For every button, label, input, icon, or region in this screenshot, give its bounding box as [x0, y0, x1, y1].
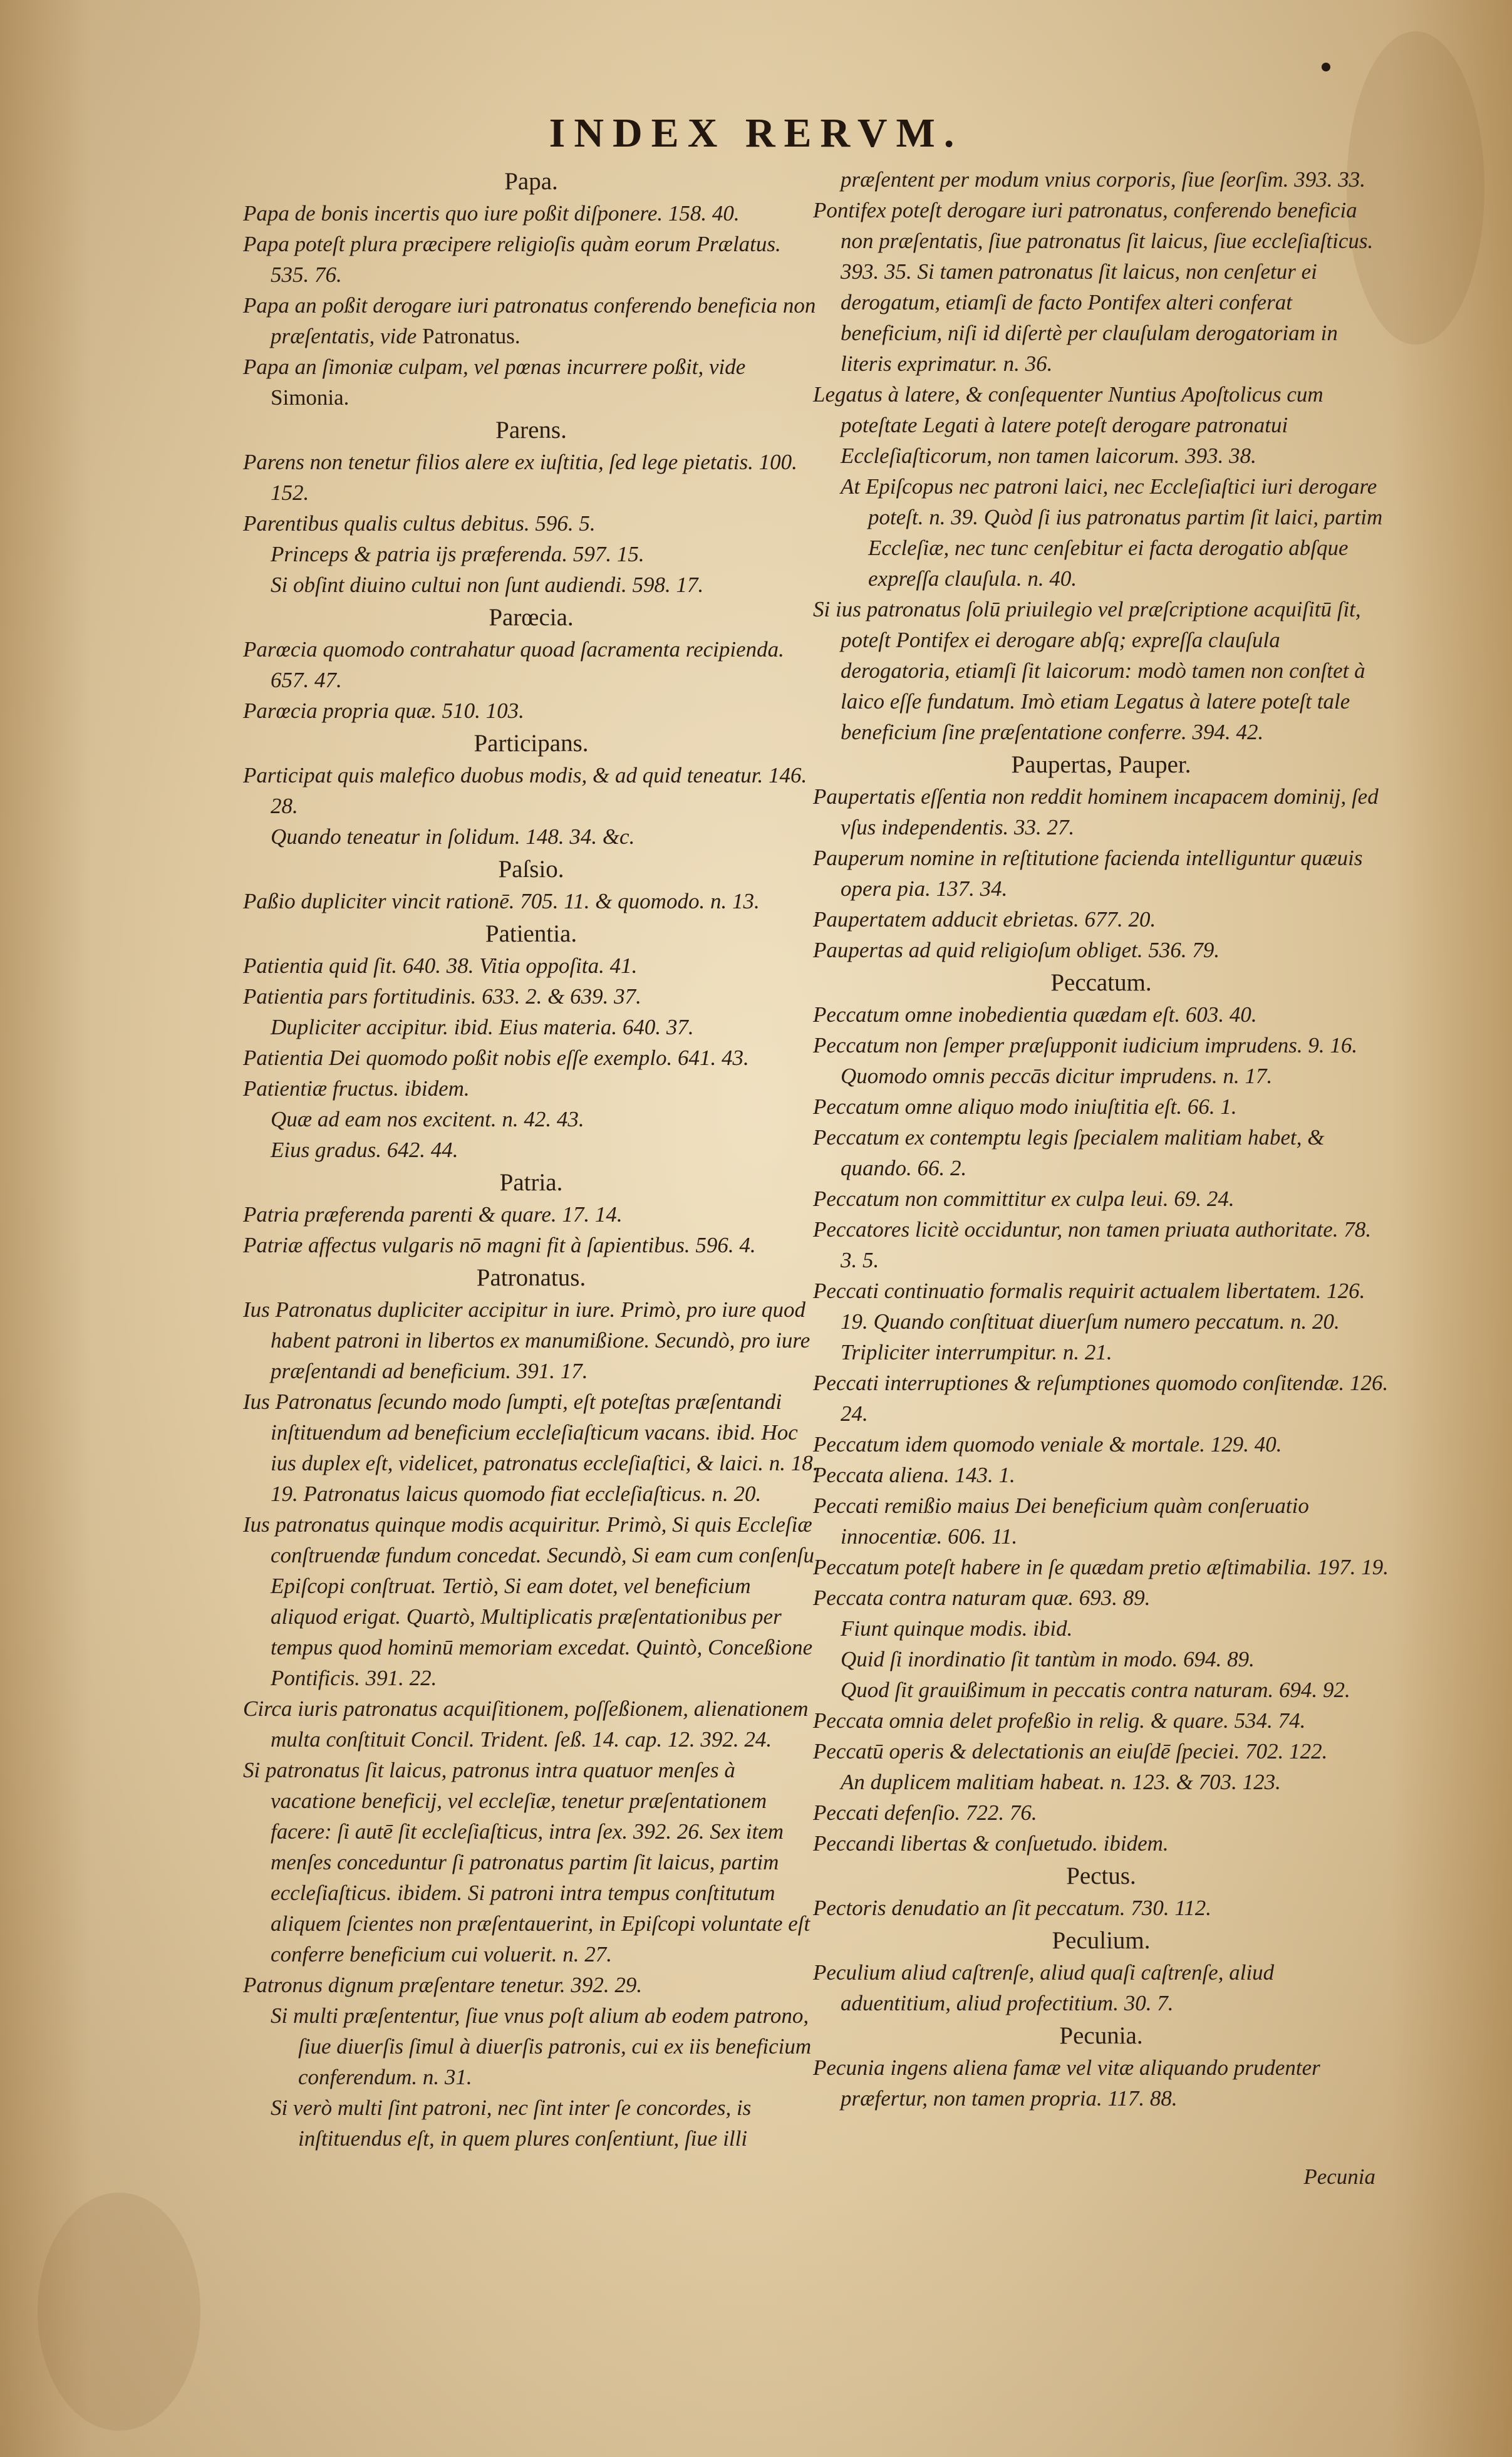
ink-dot	[1322, 63, 1330, 71]
index-entry	[813, 1214, 1389, 1275]
index-entry	[243, 2000, 819, 2092]
index-entry	[813, 1893, 1389, 1923]
index-entry	[243, 950, 819, 981]
section-heading: Peculium.	[1052, 1927, 1151, 1954]
entry-text: Quæ ad eam nos excitent. n. 42. 43.	[271, 1107, 584, 1131]
index-entry	[243, 1693, 819, 1755]
index-entry	[243, 1042, 819, 1073]
index-entry	[813, 594, 1389, 747]
entry-text: Ius Patronatus ſecundo modo ſumpti, eſt poteſtas præſentandi inſtituendum ad beneficium eccleſiaſticum vacans. ibid. Hoc ius duplex eſt, videlicet, patronatus eccleſiaſtici, & laici. n. 18. 19. Patronatus laicus quomodo fiat eccleſiaſticus. n. 20.	[243, 1390, 819, 1506]
index-entry	[243, 1755, 819, 1970]
entry-text: An duplicem malitiam habeat. n. 123. & 703. 123.	[841, 1770, 1281, 1794]
index-entry	[813, 1490, 1389, 1552]
entry-text: Peccatum non committitur ex culpa leui. 69. 24.	[813, 1187, 1235, 1211]
page-header: INDEX RERVM.	[549, 110, 963, 156]
index-entry	[813, 164, 1389, 195]
entry-text: Papa an poßit derogare iuri patronatus conferendo beneficia non præſentatis, vide	[243, 293, 816, 348]
catchword: Pecunia	[1303, 2164, 1375, 2189]
entry-text: Peccatum non ſemper præſupponit iudicium imprudens. 9. 16. Quomodo omnis peccās dicitur imprudens. n. 17.	[813, 1033, 1358, 1088]
index-entry	[243, 821, 819, 852]
index-entry	[813, 1183, 1389, 1214]
entry-text: Paupertatis eſſentia non reddit hominem incapacem dominij, ſed vſus independentis. 33. 27.	[813, 784, 1379, 839]
index-entry	[243, 1199, 819, 1230]
index-entry	[243, 351, 819, 413]
index-entry	[813, 195, 1389, 379]
entry-text: Patronus dignum præſentare tenetur. 392. 29.	[243, 1973, 643, 1997]
index-entry	[243, 508, 819, 539]
index-entry	[243, 1294, 819, 1386]
section-heading: Patronatus.	[476, 1264, 586, 1291]
index-entry	[813, 999, 1389, 1030]
index-entry	[813, 1122, 1389, 1183]
entry-text: Si verò multi ſint patroni, nec ſint inter ſe concordes, is inſtituendus eſt, in quem plures conſentiunt, ſiue illi	[271, 2096, 752, 2151]
index-entry	[243, 886, 819, 917]
entry-text: Patriæ affectus vulgaris nō magni fit à ſapientibus. 596. 4.	[243, 1233, 756, 1257]
entry-text: Peccatum poteſt habere in ſe quædam pretio æſtimabilia. 197. 19.	[813, 1555, 1389, 1579]
index-entry	[243, 981, 819, 1012]
entry-text: Eius gradus. 642. 44.	[271, 1138, 458, 1162]
entry-text: Peccatores licitè occiduntur, non tamen priuata authoritate. 78. 3. 5.	[813, 1217, 1372, 1272]
index-entry	[813, 1460, 1389, 1490]
index-entry	[243, 569, 819, 600]
index-entry	[243, 1135, 819, 1165]
entry-text: Quod ſit grauißimum in peccatis contra naturam. 694. 92.	[841, 1678, 1350, 1702]
entry-text: Patientia Dei quomodo poßit nobis eſſe exemplo. 641. 43.	[243, 1046, 749, 1070]
section-heading: Peccatum.	[1050, 969, 1152, 996]
index-entry	[813, 1767, 1389, 1797]
index-entry	[243, 198, 819, 229]
entry-text: Si multi præſententur, ſiue vnus poſt alium ab eodem patrono, ſiue diuerſis ſimul à diuerſis patronis, cui ex iis beneficium conferendum. n. 31.	[271, 2003, 812, 2089]
entry-text: Peccati remißio maius Dei beneficium quàm conſeruatio innocentiæ. 606. 11.	[813, 1493, 1309, 1549]
index-entry	[813, 2052, 1389, 2114]
entry-text: Peccatum omne aliquo modo iniuſtitia eſt. 66. 1.	[813, 1094, 1237, 1119]
index-entry	[813, 1675, 1389, 1705]
entry-text: Circa iuris patronatus acquiſitionem, poſſeßionem, alienationem multa conſtituit Concil. Trident. ſeß. 14. cap. 12. 392. 24.	[243, 1696, 809, 1752]
entry-text: Pecunia ingens aliena famæ vel vitæ aliquando prudenter præfertur, non tamen propria. 117. 88.	[813, 2055, 1320, 2111]
section-heading: Paſsio.	[498, 856, 564, 883]
entry-text: Papa an ſimoniæ culpam, vel pœnas incurrere poßit, vide	[243, 355, 746, 379]
index-entry	[813, 1828, 1389, 1859]
index-entry	[243, 447, 819, 508]
index-entry	[243, 1012, 819, 1042]
entry-text: Peccata aliena. 143. 1.	[813, 1463, 1015, 1487]
section-heading: Patria.	[499, 1169, 563, 1196]
entry-text: Peccata omnia delet profeßio in relig. & quare. 534. 74.	[813, 1708, 1306, 1733]
index-entry	[813, 1091, 1389, 1122]
index-entry	[813, 781, 1389, 843]
entry-text: Parentibus qualis cultus debitus. 596. 5.	[243, 511, 596, 536]
entry-text: Patientia quid ſit. 640. 38. Vitia oppoſita. 41.	[243, 953, 638, 978]
entry-text: Patientiæ fructus. ibidem.	[243, 1076, 470, 1101]
left-column	[243, 164, 819, 2154]
index-entry	[243, 539, 819, 569]
entry-text: præſentent per modum vnius corporis, ſiue ſeorſim. 393. 33.	[841, 167, 1366, 192]
entry-text: Patria præferenda parenti & quare. 17. 14.	[243, 1202, 623, 1227]
index-entry	[813, 1275, 1389, 1368]
entry-text: At Epiſcopus nec patroni laici, nec Eccleſiaſtici iuri derogare poteſt. n. 39. Quòd ſi ius patronatus partim ſit laici, partim Eccleſiæ, nec tunc cenſebitur ei facta derogatio abſque expreſſa clauſula. n. 40.	[841, 474, 1383, 591]
index-entry	[243, 2092, 819, 2154]
index-entry	[813, 1582, 1389, 1613]
entry-text: Papa de bonis incertis quo iure poßit diſponere. 158. 40.	[243, 201, 740, 226]
entry-text: Peccandi libertas & conſuetudo. ibidem.	[813, 1831, 1169, 1856]
entry-text: Peccati interruptiones & reſumptiones quomodo conſitendæ. 126. 24.	[813, 1371, 1389, 1426]
entry-text: Peccata contra naturam quæ. 693. 89.	[813, 1586, 1151, 1610]
entry-text: Pectoris denudatio an ſit peccatum. 730. 112.	[813, 1896, 1212, 1920]
section-heading: Paupertas, Pauper.	[1011, 751, 1191, 778]
section-heading: Parens.	[495, 417, 567, 444]
entry-text: Peccati defenſio. 722. 76.	[813, 1800, 1037, 1825]
entry-text: Paßio dupliciter vincit rationē. 705. 11. & quomodo. n. 13.	[243, 889, 760, 913]
index-entry	[243, 1230, 819, 1260]
entry-text: Peculium aliud caſtrenſe, aliud quaſi caſtrenſe, aliud aduentitium, aliud profectitium. 30. 7.	[813, 1960, 1275, 2015]
index-entry	[813, 1368, 1389, 1429]
index-entry	[813, 1429, 1389, 1460]
right-column	[813, 164, 1389, 2114]
index-entry	[243, 760, 819, 821]
section-heading: Patientia.	[485, 920, 577, 947]
index-entry	[243, 229, 819, 290]
entry-text: Fiunt quinque modis. ibid.	[841, 1616, 1073, 1641]
index-entry	[813, 1705, 1389, 1736]
entry-text: Parœcia quomodo contrahatur quoad ſacramenta recipienda. 657. 47.	[243, 637, 784, 692]
cross-reference: Simonia.	[271, 385, 350, 410]
entry-text: Parœcia propria quæ. 510. 103.	[243, 699, 524, 723]
entry-text: Papa poteſt plura præcipere religioſis quàm eorum Prælatus. 535. 76.	[243, 232, 781, 287]
index-entry	[243, 1386, 819, 1509]
entry-text: Dupliciter accipitur. ibid. Eius materia. 640. 37.	[271, 1015, 694, 1039]
entry-text: Pontifex poteſt derogare iuri patronatus, conferendo beneficia non præſentatis, ſiue patronatus ſit laicus, ſiue eccleſiaſticus. 393. 35. Si tamen patronatus ſit laicus, non cenſetur ei derogatum, etiamſi de facto Pontifex alteri conferat beneficium, niſi id diſertè per clauſulam derogatoriam in literis exprimatur. n. 36.	[813, 198, 1374, 376]
entry-text: Participat quis malefico duobus modis, & ad quid teneatur. 146. 28.	[243, 763, 807, 818]
stain	[38, 2193, 200, 2431]
index-entry	[813, 1552, 1389, 1582]
section-heading: Pectus.	[1066, 1862, 1136, 1889]
index-entry	[813, 471, 1389, 594]
index-entry	[813, 1030, 1389, 1091]
index-entry	[813, 1797, 1389, 1828]
section-heading: Participans.	[474, 730, 589, 757]
index-entry	[243, 1073, 819, 1104]
entry-text: Ius patronatus quinque modis acquiritur. Primò, Si quis Eccleſiæ conſtruendæ fundum concedat. Secundò, Si eam cum conſenſu Epiſcopi conſtruat. Tertiò, Si eam dotet, vel beneficium aliquod erigat. Quartò, Multiplicatis præſentationibus per tempus quod hominū memoriam excedat. Quintò, Conceßione Pontificis. 391. 22.	[243, 1512, 814, 1690]
entry-text: Legatus à latere, & conſequenter Nuntius Apoſtolicus cum poteſtate Legati à latere poteſt derogare patronatui Eccleſiaſticorum, non tamen laicorum. 393. 38.	[813, 382, 1323, 468]
entry-text: Peccatum ex contemptu legis ſpecialem malitiam habet, & quando. 66. 2.	[813, 1125, 1325, 1180]
index-entry	[243, 634, 819, 695]
index-entry	[243, 1509, 819, 1693]
entry-text: Ius Patronatus dupliciter accipitur in iure. Primò, pro iure quod habent patroni in libertos ex manumißione. Secundò, pro iure præſentandi ad beneficium. 391. 17.	[243, 1297, 810, 1383]
entry-text: Si ius patronatus ſolū priuilegio vel præſcriptione acquiſitū ſit, poteſt Pontifex ei derogare abſq; expreſſa clauſula derogatoria, etiamſi ſit laicorum: modò tamen non conſtet à laico eſſe fundatum. Imò etiam Legatus à latere poteſt tale beneficium ſine præſentatione conferre. 394. 42.	[813, 597, 1365, 744]
entry-text: Quando teneatur in ſolidum. 148. 34. &c.	[271, 824, 635, 849]
index-entry	[813, 1957, 1389, 2018]
index-entry	[243, 1104, 819, 1135]
entry-text: Paupertatem adducit ebrietas. 677. 20.	[813, 907, 1156, 932]
entry-text: Peccatum omne inobedientia quædam eſt. 603. 40.	[813, 1002, 1257, 1027]
entry-text: Parens non tenetur filios alere ex iuſtitia, ſed lege pietatis. 100. 152.	[243, 450, 797, 505]
entry-text: Princeps & patria ijs præferenda. 597. 15.	[271, 542, 645, 566]
index-entry	[243, 1970, 819, 2000]
index-entry	[813, 1736, 1389, 1767]
index-entry	[813, 379, 1389, 471]
index-entry	[813, 843, 1389, 904]
index-entry	[813, 935, 1389, 965]
cross-reference: Patronatus.	[422, 324, 520, 348]
entry-text: Peccatū operis & delectationis an eiuſdē ſpeciei. 702. 122.	[813, 1739, 1328, 1764]
entry-text: Quid ſi inordinatio ſit tantùm in modo. 694. 89.	[841, 1647, 1255, 1671]
index-entry	[243, 290, 819, 351]
section-heading: Parœcia.	[489, 604, 574, 631]
index-entry	[813, 1644, 1389, 1675]
index-entry	[813, 1613, 1389, 1644]
section-heading: Papa.	[504, 168, 558, 195]
entry-text: Peccati continuatio formalis requirit actualem libertatem. 126. 19. Quando conſtituat diuerſum numero peccatum. n. 20. Tripliciter interrumpitur. n. 21.	[813, 1279, 1365, 1364]
section-heading: Pecunia.	[1059, 2022, 1143, 2049]
entry-text: Pauperum nomine in reſtitutione facienda intelliguntur quæuis opera pia. 137. 34.	[813, 846, 1363, 901]
entry-text: Peccatum idem quomodo veniale & mortale. 129. 40.	[813, 1432, 1282, 1457]
entry-text: Paupertas ad quid religioſum obliget. 536. 79.	[813, 938, 1220, 962]
index-entry	[243, 695, 819, 726]
entry-text: Patientia pars fortitudinis. 633. 2. & 639. 37.	[243, 984, 641, 1009]
entry-text: Si obſint diuino cultui non ſunt audiendi. 598. 17.	[271, 573, 704, 597]
entry-text: Si patronatus ſit laicus, patronus intra quatuor menſes à vacatione beneficij, vel eccleſiæ, tenetur præſentationem facere: ſi autē ſit eccleſiaſticus, intra ſex. 392. 26. Sex item menſes conceduntur ſi patronatus partim ſit laicus, partim eccleſiaſticus. ibidem. Si patroni intra tempus conſtitutum aliquem ſcientes non præſentauerint, in Epiſcopi voluntate eſt conferre beneficium cui voluerit. n. 27.	[243, 1758, 810, 1966]
index-entry	[813, 904, 1389, 935]
